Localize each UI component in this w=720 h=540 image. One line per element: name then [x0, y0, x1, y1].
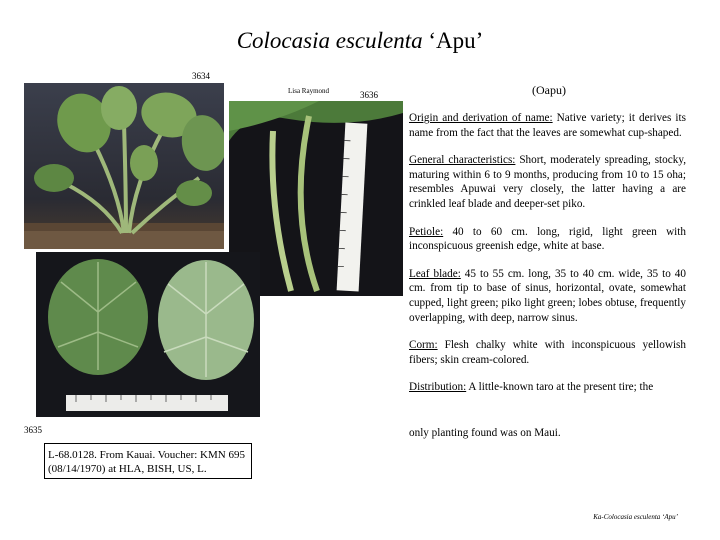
section-heading: Distribution: — [409, 381, 467, 394]
distribution-section — [409, 380, 686, 395]
section-heading: General characteristics: — [409, 154, 516, 167]
voucher-box: L-68.0128. From Kauai. Voucher: KMN 695 (08/14/1970) at HLA, BISH, US, L. — [44, 443, 252, 479]
page-title — [0, 28, 720, 54]
leaf-blade-section — [409, 267, 686, 325]
section-text: 45 to 55 cm. long, 35 to 40 cm. wide, 35 to 40 cm. from tip to base of sinus, horizontal, ovate, somewhat cupped, light green; piko light green; lobes obtuse, frequently overlapping, with deep, narrow sinus. — [409, 267, 686, 324]
section-text: Short, moderately spreading, stocky, maturing within 6 to 9 months, producing from 10 to 15 oha; resembles Apuwai very closely, the latter having a are crinkled leaf blade and deeper-set piko. — [409, 154, 686, 210]
leaf-blade-photo — [36, 252, 260, 417]
photo-number-top-left: 3634 — [192, 71, 210, 81]
corm-section — [409, 338, 686, 367]
section-heading: Corm: — [409, 339, 438, 352]
scientific-name: Colocasia esculenta — [236, 28, 423, 53]
footer-caption: Ka-Colocasia esculenta ‘Apu’ — [593, 513, 678, 521]
section-text: 40 to 60 cm. long, rigid, light green with inconspicuous greenish edge, white at base. — [409, 225, 686, 253]
section-heading: Leaf blade: — [409, 267, 461, 280]
section-text: A little-known taro at the present tire; the — [466, 381, 654, 394]
section-heading: Origin and derivation of name: — [409, 112, 553, 124]
plant-field-photo — [24, 83, 224, 249]
photo-number-right: 3636 — [360, 90, 378, 100]
photo-number-bottom: 3635 — [24, 425, 42, 435]
distribution-continued: only planting found was on Maui. — [409, 427, 561, 439]
cultivar-name: ‘Apu’ — [428, 28, 484, 53]
origin-section — [409, 111, 686, 140]
description-block — [409, 111, 686, 395]
characteristics-section — [409, 153, 686, 211]
section-text: Flesh chalky white with inconspicuous yellowish fibers; skin cream-colored. — [409, 339, 686, 366]
section-text: Native variety; it derives its name from the fact that the leaves are somewhat cup-shaped. — [409, 112, 686, 139]
photographer-credit: Lisa Raymond — [288, 87, 330, 95]
section-heading: Petiole: — [409, 225, 444, 238]
synonym: (Oapu) — [532, 83, 566, 97]
petiole-section — [409, 225, 686, 254]
